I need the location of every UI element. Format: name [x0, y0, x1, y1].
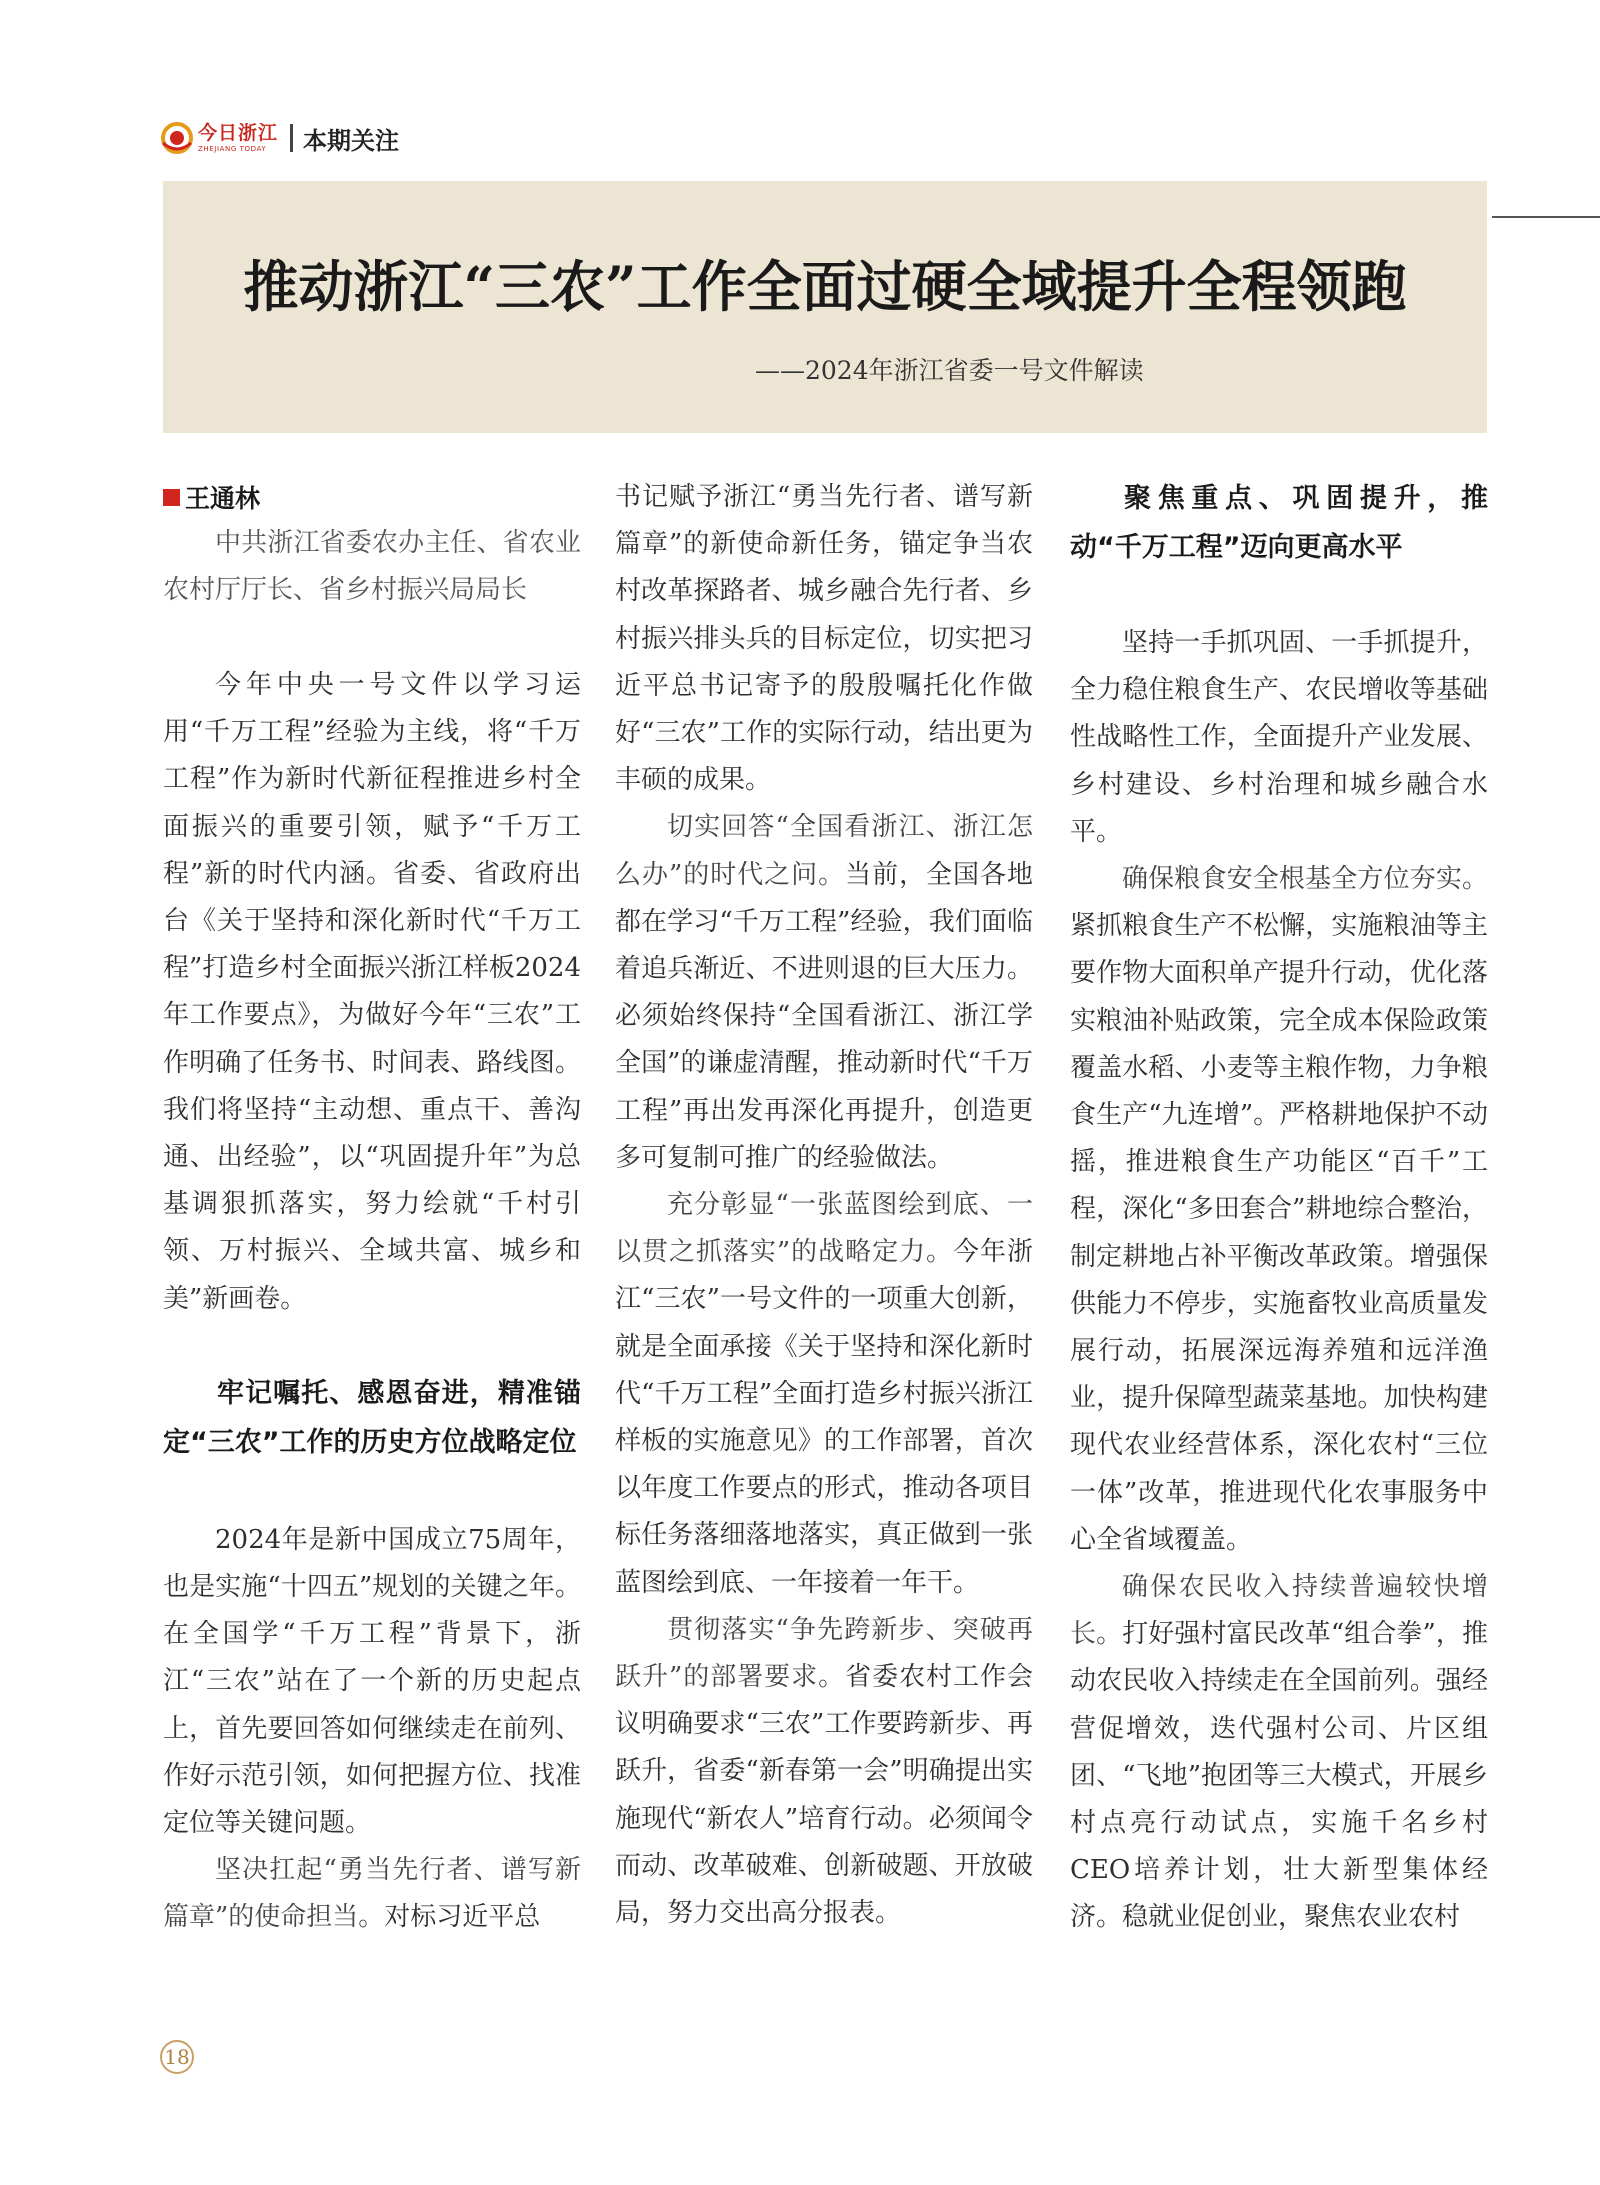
- paragraph-lead: 坚决扛起“勇当先行者、谱写新篇章”的使命担当。: [163, 1855, 581, 1933]
- paragraph: [1070, 856, 1488, 1564]
- logo-text: [198, 121, 279, 153]
- author-title: 中共浙江省委农办主任、省农业农村厅厅长、省乡村振兴局局长: [163, 528, 581, 605]
- paragraph: [163, 1847, 581, 1941]
- paragraph-lead: 确保粮食安全根基全方位夯实。: [1122, 864, 1488, 895]
- paragraph-lead: 切实回答“全国看浙江、浙江怎么办”的时代之问。: [615, 812, 1033, 890]
- article-subtitle: ——2024年浙江省委一号文件解读: [755, 356, 1144, 385]
- paragraph-text: 今年浙江“三农”一号文件的一项重大创新，就是全面承接《关于坚持和深化新时代“千万工程”全面打造乡村振兴浙江样板的实施意见》的工作部署，首次以年度工作要点的形式，推动各项目标任务落细落地落实，真正做到一张蓝图绘到底、一年接着一年干。: [615, 1237, 1033, 1598]
- right-edge-rule: [1492, 216, 1600, 218]
- paragraph-text: 当前，全国各地都在学习“千万工程”经验，我们面临着追兵渐近、不进则退的巨大压力。必须始终保持“全国看浙江、浙江学全国”的谦虚清醒，推动新时代“千万工程”再出发再深化再提升，创造更多可复制可推广的经验做法。: [615, 859, 1033, 1173]
- logo-chinese: 今日浙江: [198, 121, 279, 144]
- title-block: [163, 181, 1487, 433]
- paragraph-text: 紧抓粮食生产不松懈，实施粮油等主要作物大面积单产提升行动，优化落实粮油补贴政策，完全成本保险政策覆盖水稻、小麦等主粮作物，力争粮食生产“九连增”。严格耕地保护不动摇，推进粮食生产功能区“百千”工程，深化“多田套合”耕地综合整治，制定耕地占补平衡改革政策。增强保供能力不停步，实施畜牧业高质量发展行动，拓展深远海养殖和远洋渔业，提升保障型蔬菜基地。加快构建现代农业经营体系，深化农村“三位一体”改革，推进现代化农事服务中心全省域覆盖。: [1070, 911, 1488, 1555]
- paragraph: [615, 804, 1033, 1182]
- column-3: [1070, 474, 1488, 1942]
- paragraph-lead: 充分彰显“一张蓝图绘到底、一以贯之抓落实”的战略定力。: [615, 1190, 1033, 1268]
- article-title: 推动浙江“三农”工作全面过硬全域提升全程领跑: [243, 254, 1407, 319]
- paragraph-continued: 书记赋予浙江“勇当先行者、谱写新篇章”的新使命新任务，锚定争当农村改革探路者、城乡融合先行者、乡村振兴排头兵的目标定位，切实把习近平总书记寄予的殷殷嘱托化作做好“三农”工作的实际行动，结出更为丰硕的成果。: [615, 482, 1033, 796]
- section-heading: 聚焦重点、巩固提升，推动“千万工程”迈向更高水平: [1070, 483, 1488, 563]
- author-line: [163, 474, 581, 520]
- red-square-marker-icon: [163, 489, 180, 506]
- header-divider: [290, 124, 293, 152]
- author-name: 王通林: [185, 484, 261, 513]
- paragraph: [1070, 1564, 1488, 1942]
- paragraph-text: 打好强村富民改革“组合拳”，推动农民收入持续走在全国前列。强经营促增效，迭代强村公司、片区组团、“飞地”抱团等三大模式，开展乡村点亮行动试点，实施千名乡村CEO培养计划，壮大新型集体经济。稳就业促创业，聚焦农业农村: [1070, 1619, 1488, 1933]
- logo-english: ZHEJIANG TODAY: [198, 144, 267, 153]
- page-number: 18: [160, 2040, 194, 2074]
- sun-logo-icon: [160, 121, 194, 155]
- paragraph: 2024年是新中国成立75周年，也是实施“十四五”规划的关键之年。在全国学“千万工程”背景下，浙江“三农”站在了一个新的历史起点上，首先要回答如何继续走在前列、作好示范引领，如何把握方位、找准定位等关键问题。: [163, 1524, 581, 1839]
- paragraph-text: 对标习近平总: [384, 1902, 541, 1933]
- section-label: 本期关注: [303, 126, 400, 155]
- masthead: [160, 118, 399, 158]
- column-1: [163, 474, 581, 1942]
- paragraph: [615, 1607, 1033, 1937]
- paragraph: 坚持一手抓巩固、一手抓提升，全力稳住粮食生产、农民增收等基础性战略性工作，全面提升产业发展、乡村建设、乡村治理和城乡融合水平。: [1070, 628, 1488, 847]
- paragraph-lead: 确保农民收入持续普遍较快增长。: [1070, 1572, 1488, 1650]
- column-2: [615, 474, 1033, 1937]
- section-heading: 牢记嘱托、感恩奋进，精准锚定“三农”工作的历史方位战略定位: [163, 1377, 581, 1458]
- paragraph-text: 省委农村工作会议明确要求“三农”工作要跨新步、再跃升，省委“新春第一会”明确提出实施现代“新农人”培育行动。必须闻令而动、改革破难、创新破题、开放破局，努力交出高分报表。: [615, 1662, 1033, 1929]
- paragraph: 今年中央一号文件以学习运用“千万工程”经验为主线，将“千万工程”作为新时代新征程推进乡村全面振兴的重要引领，赋予“千万工程”新的时代内涵。省委、省政府出台《关于坚持和深化新时代“千万工程”打造乡村全面振兴浙江样板2024年工作要点》，为做好今年“三农”工作明确了任务书、时间表、路线图。我们将坚持“主动想、重点干、善沟通、出经验”，以“巩固提升年”为总基调狠抓落实，努力绘就“千村引领、万村振兴、全域共富、城乡和美”新画卷。: [163, 670, 581, 1314]
- paragraph: [615, 1182, 1033, 1607]
- paragraph-lead: 贯彻落实“争先跨新步、突破再跃升”的部署要求。: [615, 1614, 1033, 1693]
